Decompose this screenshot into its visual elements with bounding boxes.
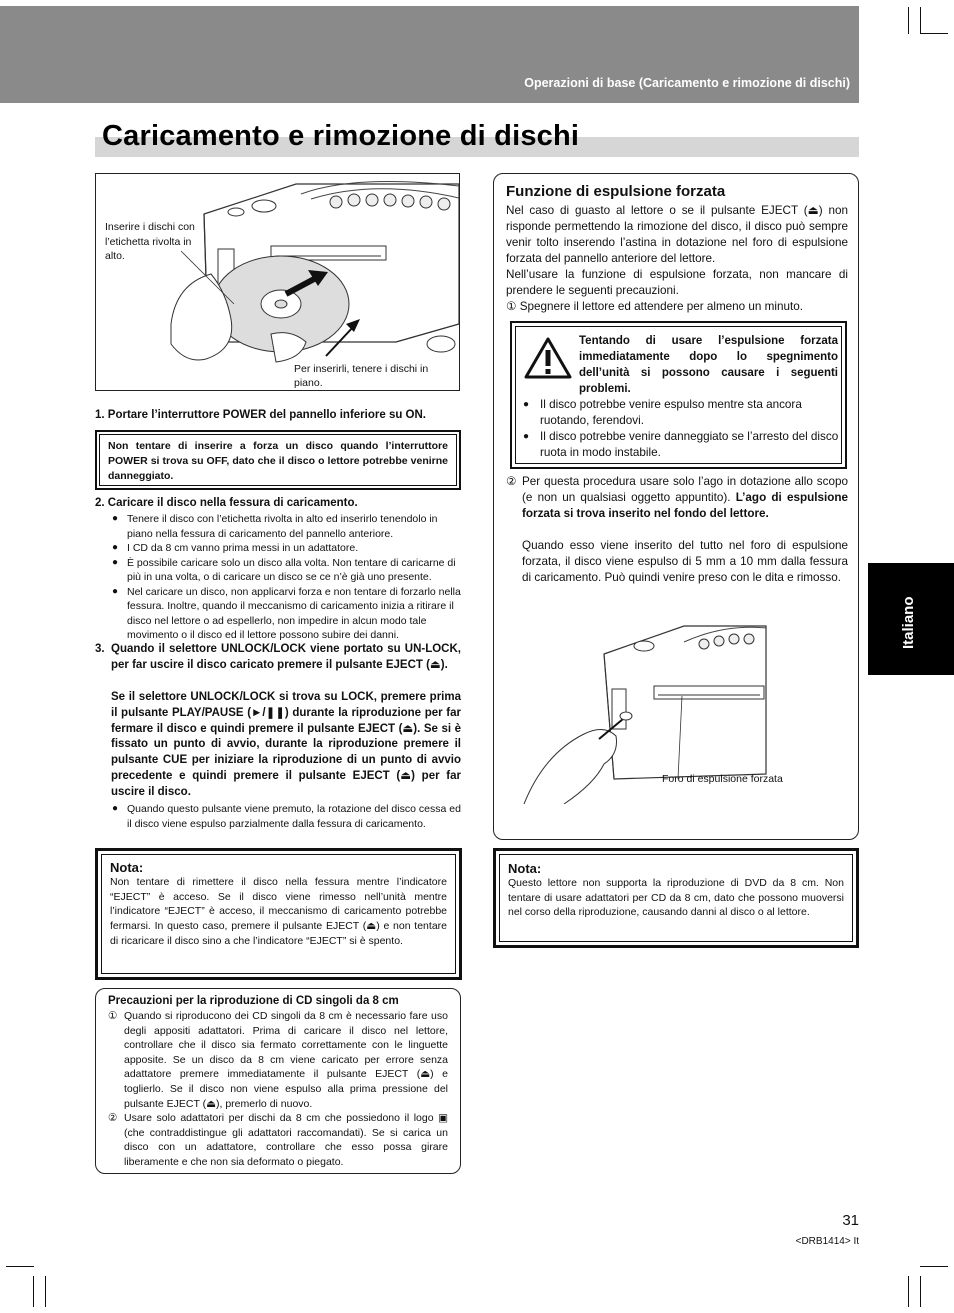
crop-mark bbox=[33, 1276, 34, 1307]
forced-eject-panel bbox=[493, 173, 859, 840]
caution-heading: Tentando di usare l’espulsione forzata immediatamente dopo lo spegnimento dell’unità si possono causare i seguenti problemi. bbox=[579, 335, 838, 395]
forced-eject-step-2b: Quando esso viene inserito del tutto nel foro di espulsione forzata, il disco viene espulso di 5 mm a 10 mm dalla fessura di caricamento. Può quindi venire preso con le dita e rimosso. bbox=[522, 539, 848, 584]
step-3-text-b: Se il selettore UNLOCK/LOCK si trova su LOCK, premere prima il pulsante PLAY/PAUSE (►/❚❚) durante la riproduzione per far fermare il disco e quindi premere il pulsante EJECT (⏏). Se si è fissato un punto di avvio, durante la riproduzione premere il pulsante CUE per iniziare la riproduzione di un punto di avvio precedente e quindi premere il pulsante EJECT (⏏) per far uscire il disco. bbox=[111, 691, 461, 798]
figure-label-insert: Inserire i dischi con l’etichetta rivolta in alto. bbox=[105, 221, 195, 262]
forced-eject-heading: Funzione di espulsione forzata bbox=[506, 183, 726, 200]
crop-mark bbox=[920, 7, 921, 34]
language-tab-label: Italiano bbox=[900, 596, 917, 649]
caution-bullets bbox=[522, 397, 840, 461]
forced-eject-step-1: ① Spegnere il lettore ed attendere per almeno un minuto. bbox=[506, 300, 804, 313]
crop-mark bbox=[920, 1266, 948, 1267]
forced-eject-para-2: Nell’usare la funzione di espulsione forzata, non mancare di prendere le seguenti precauzioni. bbox=[506, 268, 848, 297]
item-number: ① bbox=[108, 1010, 118, 1022]
precautions-heading: Precauzioni per la riproduzione di CD singoli da 8 cm bbox=[108, 995, 399, 1007]
list-item bbox=[108, 1009, 448, 1111]
figure-label-eject-hole: Foro di espulsione forzata bbox=[662, 773, 783, 785]
forced-eject-step-2-number: ② bbox=[506, 475, 517, 488]
forced-eject-para-1: Nel caso di guasto al lettore o se il pulsante EJECT (⏏) non risponde permettendo la rimozione del disco, il disco può sempre venir tolto inserendo l’astina in dotazione nel foro di espulsione forzata del pannello anteriore del lettore. bbox=[506, 204, 848, 265]
step-3-bullet bbox=[111, 802, 461, 831]
list-item: ● È possibile caricare solo un disco alla volta. Non tentare di caricarne di più in una volta, o di caricare un disco se ce n’è già uno presente. bbox=[111, 556, 461, 585]
step-2-bullets bbox=[111, 512, 461, 643]
crop-mark bbox=[920, 1276, 921, 1307]
step-2-bold: L’ago di espulsione forzata si trova inserito nel fondo del lettore. bbox=[522, 491, 849, 520]
precautions-box bbox=[95, 988, 461, 1174]
list-item: ● Nel caricare un disco, non applicarvi forza e non tentare di forzarlo nella fessura. Inoltre, quando il meccanismo di caricamento inizia a ritirare il disco nel lettore o ad espellerlo, non impedire in alcun modo tale movimento o il disco ed il lettore possono subire dei danni. bbox=[111, 585, 461, 643]
warning-box-power bbox=[95, 430, 461, 490]
list-item: ● Il disco potrebbe venire danneggiato se l’arresto del disco ruota in modo instabile. bbox=[522, 429, 840, 461]
list-item: ● Il disco potrebbe venire espulso mentre sta ancora ruotando, ferendovi. bbox=[522, 397, 840, 429]
page-number: 31 bbox=[842, 1212, 859, 1229]
crop-mark bbox=[920, 33, 948, 34]
list-item bbox=[108, 1111, 448, 1169]
step-2: 2. Caricare il disco nella fessura di caricamento. bbox=[95, 497, 358, 509]
disc-loading-figure bbox=[95, 173, 460, 391]
crop-mark bbox=[6, 1266, 34, 1267]
list-item: ● Tenere il disco con l’etichetta rivolta in alto ed inserirlo tenendolo in piano nella fessura di caricamento del pannello anteriore. bbox=[111, 512, 461, 541]
crop-mark bbox=[908, 7, 909, 34]
step-1: 1. Portare l’interruttore POWER del pannello inferiore su ON. bbox=[95, 409, 427, 421]
note-box-2 bbox=[493, 848, 859, 948]
player-loading-illustration bbox=[96, 174, 459, 390]
forced-eject-step-2 bbox=[522, 474, 848, 522]
warning-power-text: Non tentare di inserire a forza un disco quando l’interruttore POWER si trova su OFF, dato che il disco o lettore potrebbe venirne danneggiato. bbox=[108, 440, 448, 482]
language-tab bbox=[868, 563, 954, 675]
item-text: Usare solo adattatori per dischi da 8 cm che possiedono il logo ▣ (che contraddistingue gli adattatori raccomandati). Se si carica un disco con un adattatore, controllare che esso possa girare liberamente e che non sia deformato o piegato. bbox=[124, 1112, 448, 1168]
step-3-text-a: Quando il selettore UNLOCK/LOCK viene portato su UN-LOCK, per far uscire il disco caricato premere il pulsante EJECT (⏏). bbox=[111, 643, 461, 671]
note-1-heading: Nota: bbox=[110, 860, 144, 875]
note-1-text: Non tentare di rimettere il disco nella fessura mentre l’indicatore “EJECT” è acceso. Se il disco viene rimesso nell’unità mentre l’indicatore “EJECT” è acceso, il meccanismo di caricamento potrebbe fermarsi. In questo caso, premere il pulsante EJECT (⏏) e non tentare di ricaricare il disco sino a che l’indicatore “EJECT” si è spento. bbox=[110, 876, 447, 947]
caution-box bbox=[510, 321, 847, 469]
item-text: Quando si riproducono dei CD singoli da 8 cm è necessario fare uso degli appositi adattatori. Prima di caricare il disco nel lettore, controllare che il disco sia fermato correttamente con le linguette apposite. Se un disco da 8 cm viene caricato per errore senza adattatore premere immediatamente il pulsante EJECT (⏏) e toglierlo. Se il disco non viene espulso alla prima pressione del pulsante EJECT (⏏), premerlo di nuovo. bbox=[124, 1010, 448, 1110]
figure-label-flat: Per inserirli, tenere i dischi in piano. bbox=[294, 363, 429, 389]
note-2-text: Questo lettore non supporta la riproduzione di DVD da 8 cm. Non tentare di usare adattatori per CD da 8 cm, dato che possono muoversi nel corso della riproduzione, causando danni al disco o al lettore. bbox=[508, 877, 844, 919]
step-2-text: Per questa procedura usare solo l’ago in dotazione allo scopo (e non un qualsiasi oggetto appuntito). bbox=[522, 475, 848, 504]
list-item: ● Quando questo pulsante viene premuto, la rotazione del disco cessa ed il disco viene espulso parzialmente dalla fessura di caricamento. bbox=[111, 802, 461, 831]
list-item: ● I CD da 8 cm vanno prima messi in un adattatore. bbox=[111, 541, 461, 556]
crop-mark bbox=[45, 1276, 46, 1307]
item-number: ② bbox=[108, 1112, 118, 1125]
section-subtitle: Operazioni di base (Caricamento e rimozione di dischi) bbox=[524, 76, 850, 90]
note-2-heading: Nota: bbox=[508, 861, 542, 876]
warning-triangle-icon bbox=[524, 337, 572, 379]
document-code: <DRB1414> It bbox=[795, 1236, 859, 1247]
note-box-1 bbox=[95, 848, 462, 980]
step-3-number: 3. bbox=[95, 643, 105, 655]
page-title: Caricamento e rimozione di dischi bbox=[102, 120, 580, 152]
crop-mark bbox=[908, 1276, 909, 1307]
